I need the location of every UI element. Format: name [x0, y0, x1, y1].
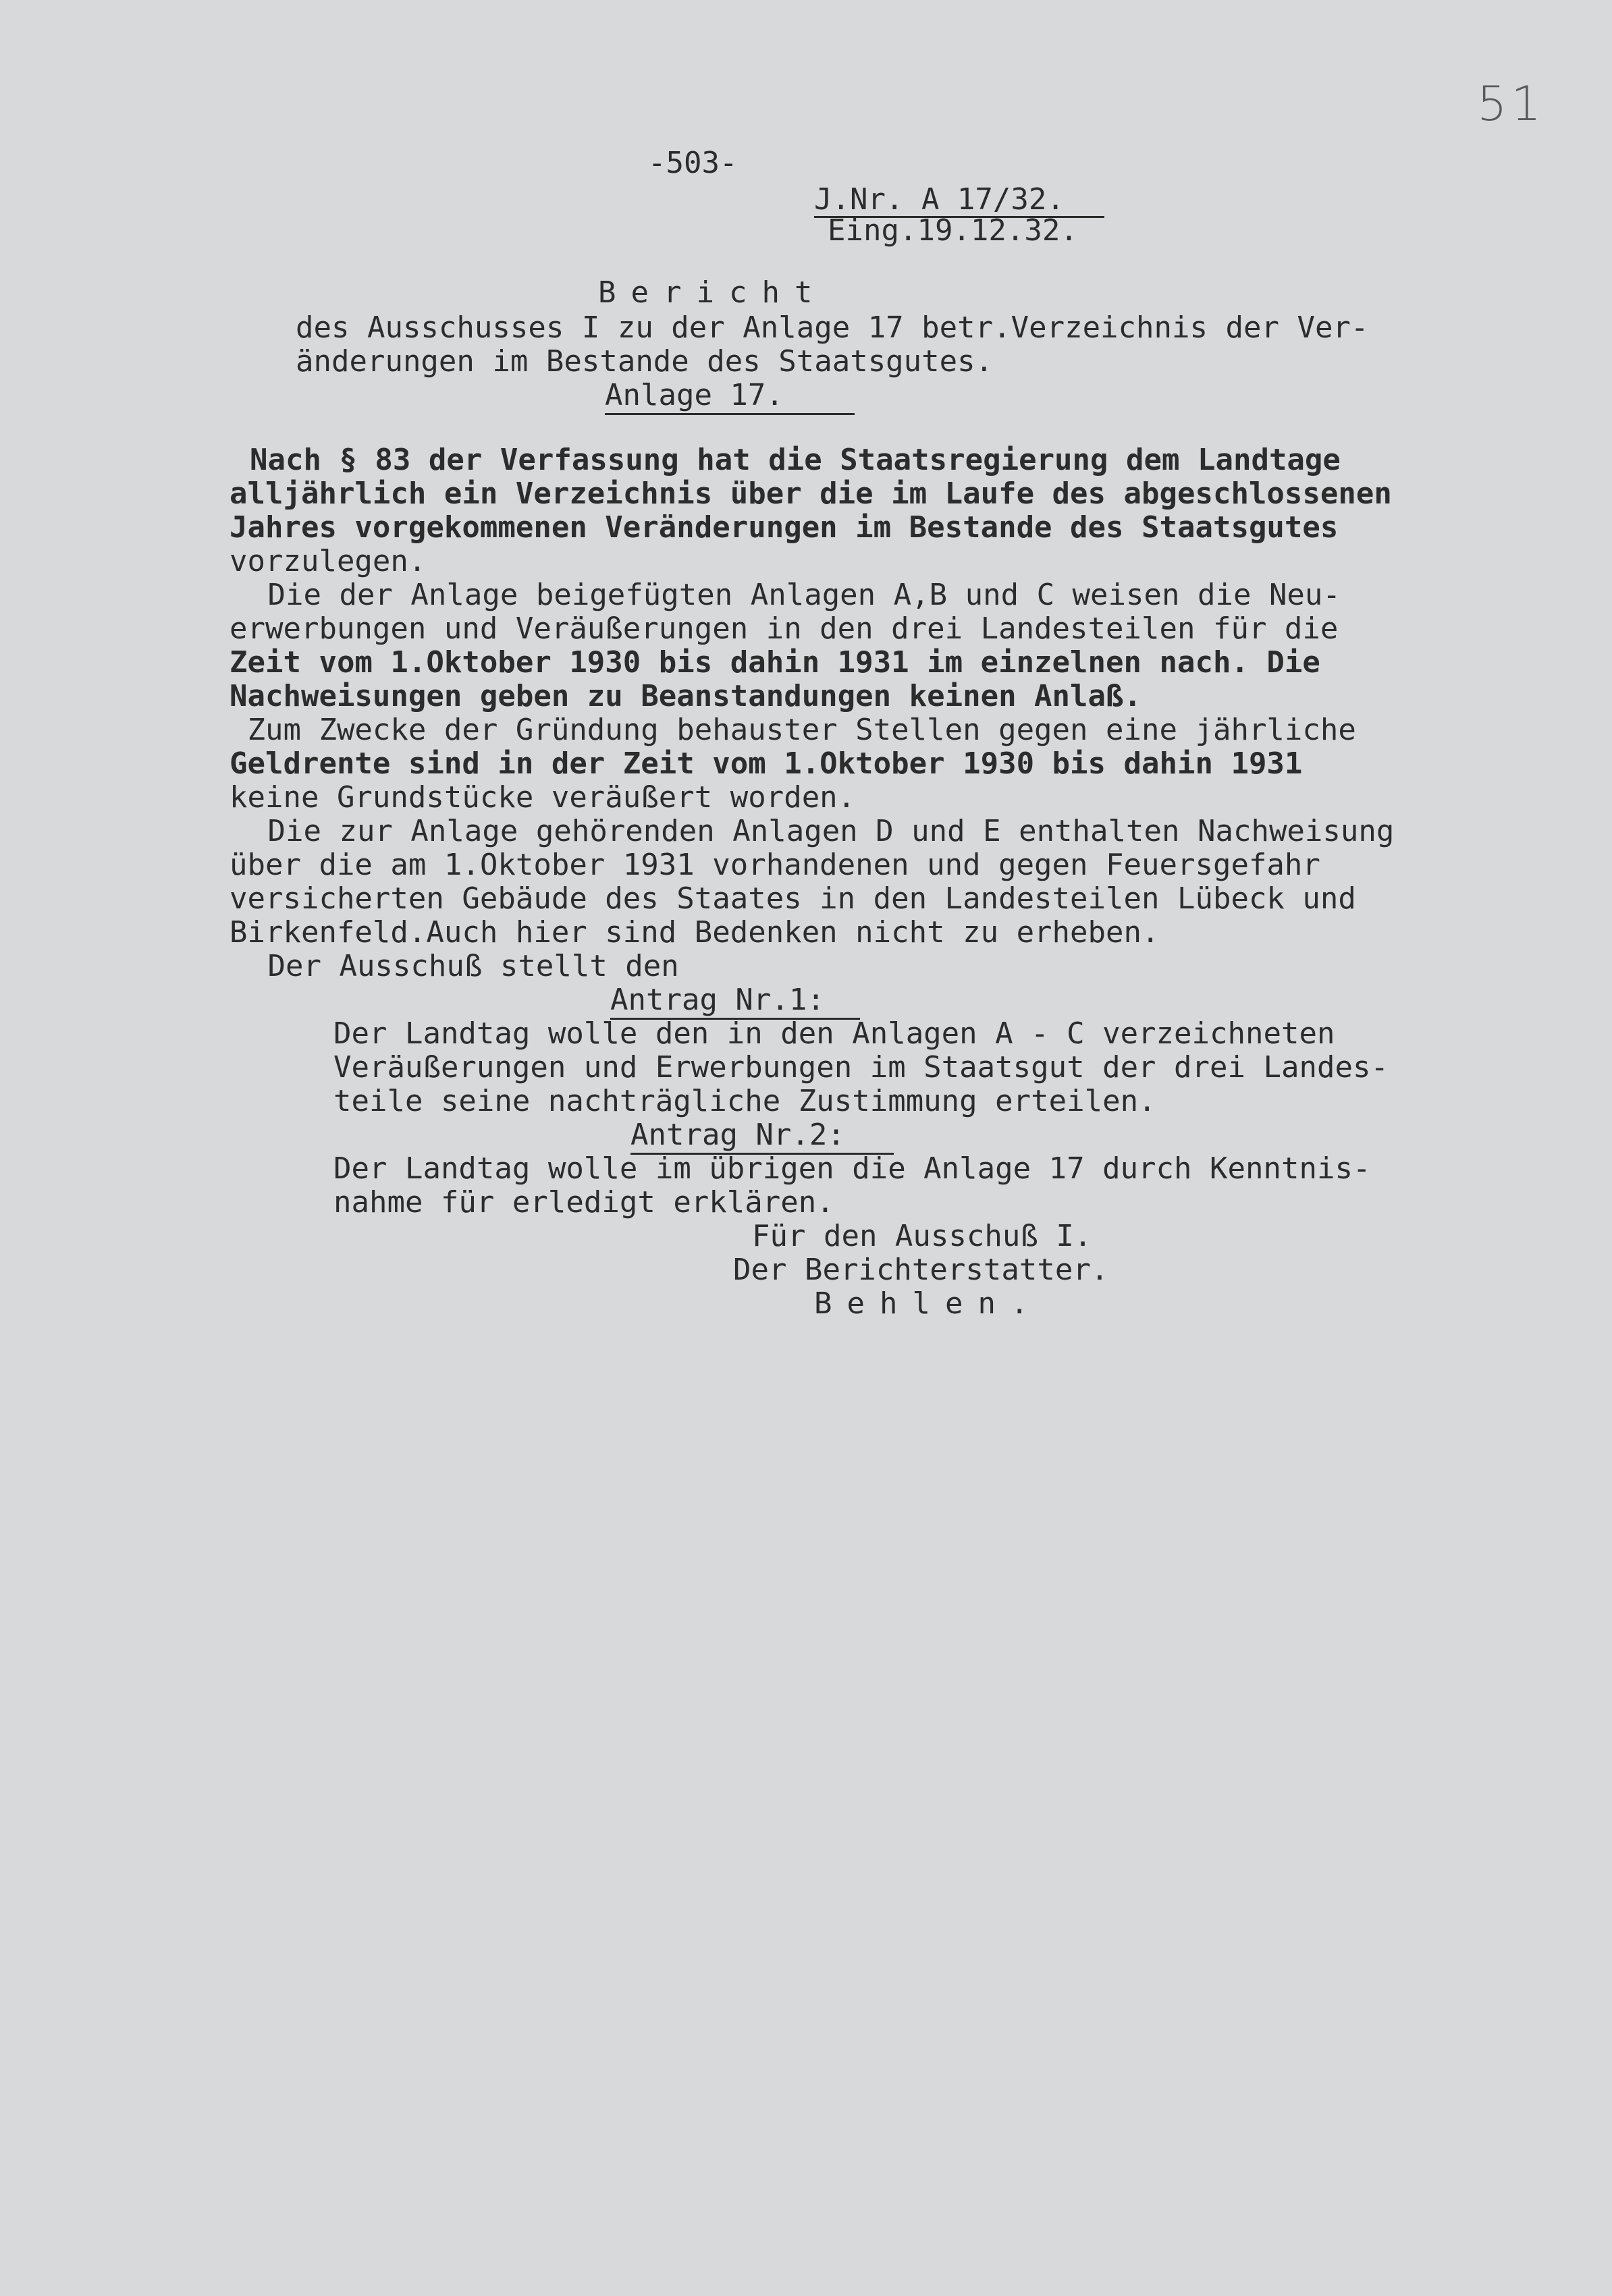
report-title-line-1: des Ausschusses I zu der Anlage 17 betr.Verzeichnis der Ver-: [296, 310, 1369, 345]
page-reference: -503-: [648, 146, 738, 180]
report-subheading: Anlage 17.: [605, 379, 855, 415]
motion-1-line: Der Landtag wolle den in den Anlagen A - C verzeichneten: [333, 1016, 1335, 1051]
body-line: keine Grundstücke veräußert worden.: [230, 780, 856, 815]
body-line: Nach § 83 der Verfassung hat die Staatsregierung dem Landtage: [250, 443, 1341, 477]
received-date: Eing.19.12.32.: [828, 213, 1078, 248]
signature-role: Der Berichterstatter.: [733, 1253, 1109, 1287]
report-title-line-2: änderungen im Bestande des Staatsgutes.: [296, 344, 994, 379]
body-line: Die zur Anlage gehörenden Anlagen D und E enthalten Nachweisung: [250, 814, 1395, 848]
signature-name: Behlen.: [814, 1286, 1044, 1321]
motion-2-heading: Antrag Nr.2:: [630, 1119, 894, 1155]
signature-committee: Für den Ausschuß I.: [752, 1219, 1092, 1253]
body-line: Die der Anlage beigefügten Anlagen A,B und C weisen die Neu-: [250, 578, 1341, 612]
body-line: Jahres vorgekommenen Veränderungen im Bestande des Staatsgutes: [230, 510, 1339, 545]
journal-number: J.Nr. A 17/32.: [814, 184, 1104, 218]
motion-2-line: Der Landtag wolle im übrigen die Anlage 17 durch Kenntnis-: [333, 1151, 1371, 1186]
motion-1-heading: Antrag Nr.1:: [610, 984, 860, 1020]
body-line: alljährlich ein Verzeichnis über die im Laufe des abgeschlossenen: [230, 476, 1392, 511]
motion-2-line: nahme für erledigt erklären.: [333, 1185, 834, 1220]
body-line: vorzulegen.: [230, 544, 427, 578]
body-line: Zeit vom 1.Oktober 1930 bis dahin 1931 im einzelnen nach. Die: [230, 645, 1320, 680]
motion-1-line: Veräußerungen und Erwerbungen im Staatsgut der drei Landes-: [333, 1050, 1389, 1085]
body-line: Birkenfeld.Auch hier sind Bedenken nicht zu erheben.: [230, 915, 1160, 950]
body-line: über die am 1.Oktober 1931 vorhandenen und gegen Feuersgefahr: [230, 848, 1320, 882]
body-line: Der Ausschuß stellt den: [250, 949, 679, 983]
body-line: Nachweisungen geben zu Beanstandungen keinen Anlaß.: [230, 679, 1142, 713]
body-line: Geldrente sind in der Zeit vom 1.Oktober 1930 bis dahin 1931: [230, 746, 1303, 781]
handwritten-page-number: 51: [1477, 76, 1546, 132]
body-line: versicherten Gebäude des Staates in den Landesteilen Lübeck und: [230, 881, 1356, 916]
body-line: Zum Zwecke der Gründung behauster Stellen gegen eine jährliche: [230, 713, 1356, 747]
body-line: erwerbungen und Veräußerungen in den drei Landesteilen für die: [230, 611, 1339, 646]
report-heading: Bericht: [598, 275, 828, 310]
motion-1-line: teile seine nachträgliche Zustimmung erteilen.: [333, 1084, 1156, 1118]
